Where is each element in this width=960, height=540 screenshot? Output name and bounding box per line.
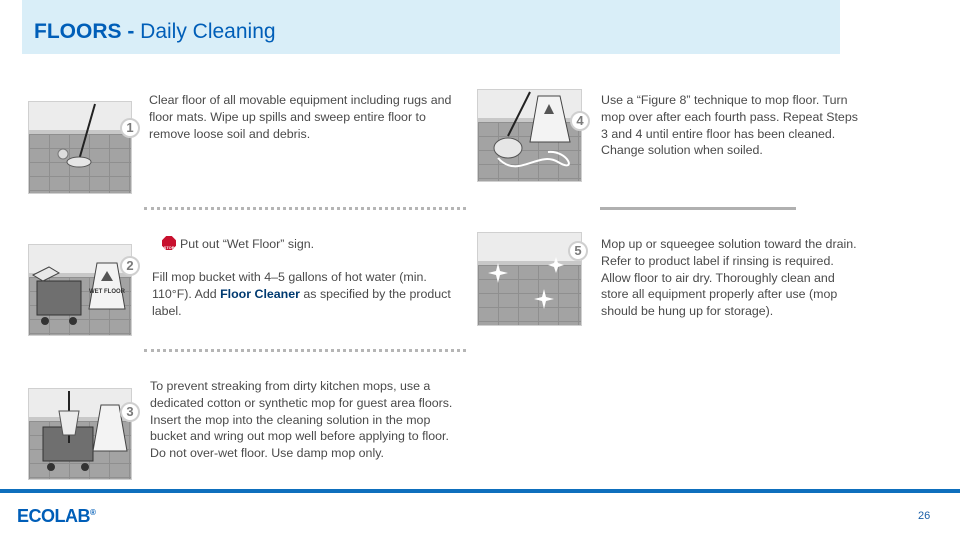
mop-bucket-icon — [29, 245, 132, 336]
sign-label: WET FLOOR — [89, 289, 125, 295]
sparkle-icon — [478, 233, 582, 326]
step-2-badge: 2 — [120, 256, 140, 276]
title-bold: FLOORS - — [34, 20, 135, 43]
step-3-badge: 3 — [120, 402, 140, 422]
divider — [600, 207, 796, 210]
title-bar — [22, 0, 840, 54]
step-3-text: To prevent streaking from dirty kitchen mops, use a dedicated cotton or synthetic mop for guest area floors. Insert the mop into the cleaning solution in the mop bucket and wring out mop well before applying to floor. Do not over-wet floor. Use damp mop only. — [150, 379, 453, 461]
logo-mark: ® — [90, 508, 96, 517]
divider — [144, 207, 466, 210]
page-title — [34, 20, 276, 44]
step-2-text — [152, 269, 468, 319]
title-rest: Daily Cleaning — [134, 20, 276, 43]
step-5-image — [477, 232, 582, 326]
footer-line — [0, 489, 960, 493]
stop-sign-icon — [162, 236, 176, 250]
step-2-text-post: as specified by the product label. — [152, 286, 451, 318]
logo-text: ECOLAB — [17, 506, 90, 526]
step-1-text: Clear floor of all movable equipment including rugs and floor mats. Wipe up spills and sweep entire floor to remove loose soil and debris. — [149, 93, 452, 141]
step-4-image — [477, 89, 582, 182]
step-1-image — [28, 101, 132, 194]
page-number: 26 — [918, 510, 931, 522]
product-name: Floor Cleaner — [220, 286, 300, 301]
step-2-image — [28, 244, 132, 336]
step-2-text-pre: Fill mop bucket with 4–5 gallons of hot water (min. 110°F). Add — [152, 270, 427, 301]
step-4-text: Use a “Figure 8” technique to mop floor. Turn mop over after each fourth pass. Repeat Steps 3 and 4 until entire floor has been cleaned. Change solution when soiled. — [601, 93, 858, 158]
step-1-badge: 1 — [120, 118, 140, 138]
step-3-image — [28, 388, 132, 480]
step-2-stop-text: Put out “Wet Floor” sign. — [180, 237, 315, 251]
step-5-text: Mop up or squeegee solution toward the drain. Refer to product label if rinsing is required. Allow floor to air dry. Thoroughly clean and store all equipment properly after use (mop should be hung up for storage). — [601, 237, 857, 319]
divider — [144, 349, 466, 352]
figure-8-mop-icon — [478, 90, 582, 182]
step-4-badge: 4 — [570, 111, 590, 131]
step-2-stop-line — [162, 236, 462, 253]
sweeping-mop-icon — [29, 102, 132, 194]
ecolab-logo — [17, 506, 95, 527]
step-5-badge: 5 — [568, 241, 588, 261]
mop-wringer-icon — [29, 389, 132, 480]
